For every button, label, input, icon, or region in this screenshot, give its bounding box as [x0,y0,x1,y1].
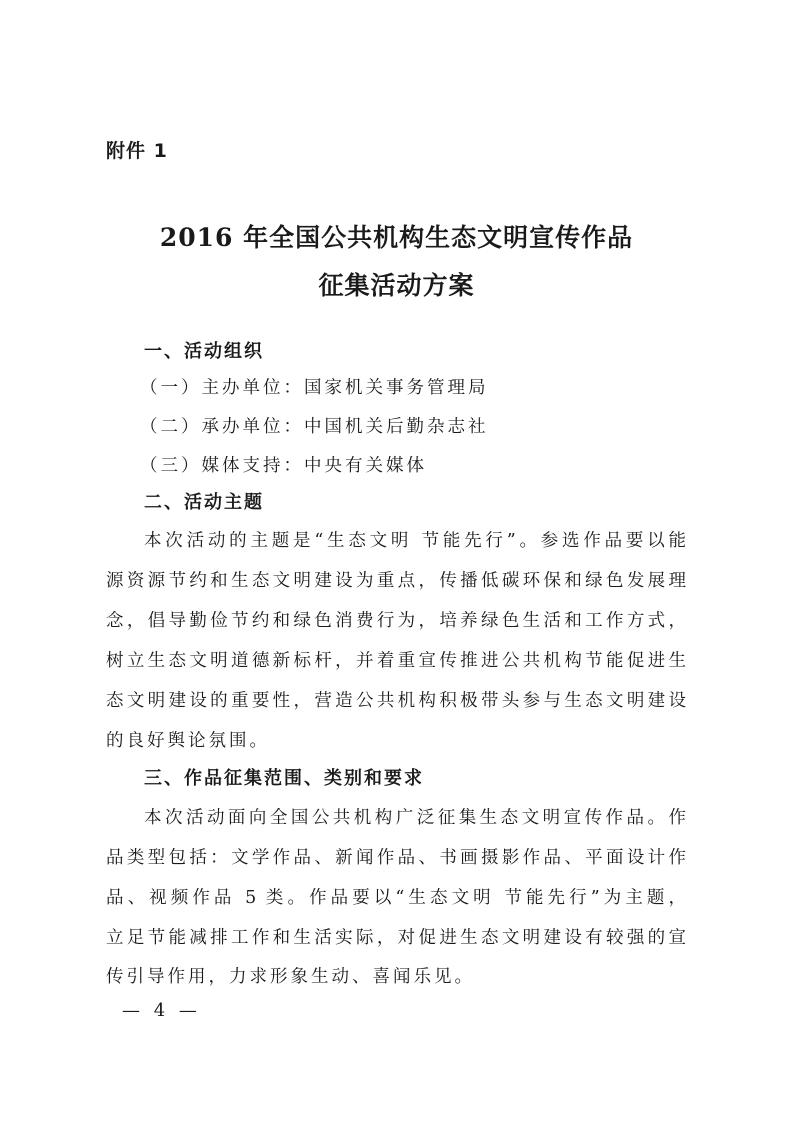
section-1-item-media: （三）媒体支持：中央有关媒体 [140,456,427,476]
attachment-label: 附件 1 [106,140,168,162]
section-3-paragraph-line: 本次活动面向全国公共机构广泛征集生态文明宣传作品。作 [144,808,686,828]
document-title-line-2: 征集活动方案 [318,271,475,300]
section-3-paragraph-line: 品类型包括：文学作品、新闻作品、书画摄影作品、平面设计作 [106,848,686,868]
section-2-paragraph-line: 念，倡导勤俭节约和绿色消费行为，培养绿色生活和工作方式， [106,611,686,631]
page-number: — 4 — [122,1000,201,1021]
section-2-paragraph-line: 的良好舆论氛围。 [106,731,270,751]
section-1-item-undertaker: （二）承办单位：中国机关后勤杂志社 [140,417,489,437]
section-1-item-organizer: （一）主办单位：国家机关事务管理局 [140,378,489,398]
section-3-paragraph-line: 立足节能减排工作和生活实际，对促进生态文明建设有较强的宣 [106,928,686,948]
section-3-heading: 三、作品征集范围、类别和要求 [144,768,424,789]
section-2-heading: 二、活动主题 [144,492,264,513]
section-2-paragraph-line: 态文明建设的重要性，营造公共机构积极带头参与生态文明建设 [106,691,686,711]
document-title-line-1: 2016 年全国公共机构生态文明宣传作品 [159,223,634,252]
section-2-paragraph-line: 源资源节约和生态文明建设为重点，传播低碳环保和绿色发展理 [106,571,686,591]
section-1-heading: 一、活动组织 [144,341,264,362]
section-2-paragraph-line: 树立生态文明道德新标杆，并着重宣传推进公共机构节能促进生 [106,651,686,671]
section-3-paragraph-line: 传引导作用，力求形象生动、喜闻乐见。 [106,967,475,987]
section-2-paragraph-line: 本次活动的主题是“生态文明 节能先行”。参选作品要以能 [144,531,686,551]
section-3-paragraph-line: 品、视频作品 5 类。作品要以“生态文明 节能先行”为主题， [106,888,686,908]
